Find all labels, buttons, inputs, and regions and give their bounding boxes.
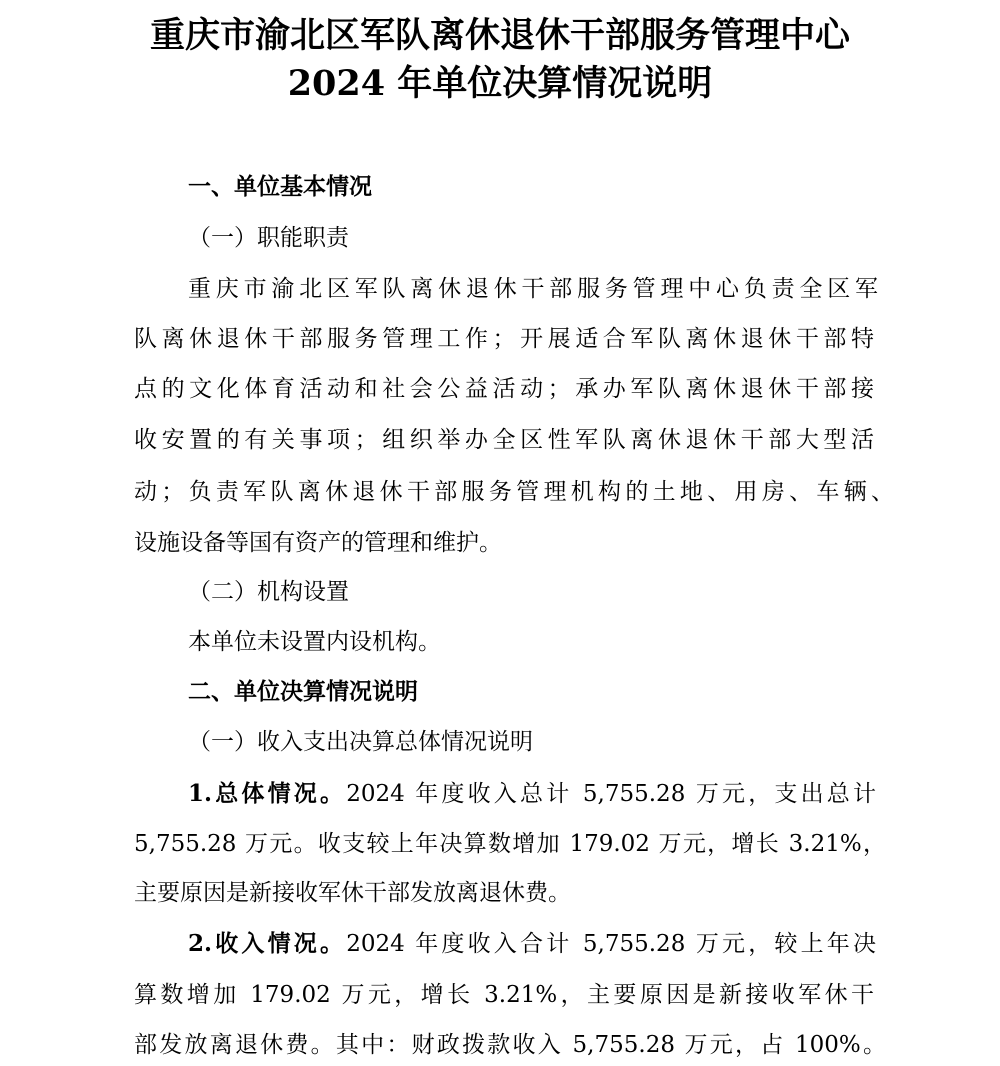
section-1-heading: 一、单位基本情况 <box>188 173 372 200</box>
paragraph-line: 收安置的有关事项；组织举办全区性军队离休退休干部大型活 <box>134 427 874 453</box>
paragraph-lead-label: 1.总体情况。 <box>188 780 347 807</box>
document-title-line-1: 重庆市渝北区军队离休退休干部服务管理中心 <box>149 15 850 56</box>
section-1-sub-1-heading: （一）职能职责 <box>188 225 349 251</box>
paragraph-line: 算数增加 179.02 万元，增长 3.21%，主要原因是新接收军休干 <box>134 982 874 1008</box>
paragraph-line: 重庆市渝北区军队离休退休干部服务管理中心负责全区军 <box>188 276 878 302</box>
section-1-sub-2-heading: （二）机构设置 <box>188 579 349 605</box>
paragraph-line: 点的文化体育活动和社会公益活动；承办军队离休退休干部接 <box>134 376 874 402</box>
paragraph-line: 设施设备等国有资产的管理和维护。 <box>134 530 502 556</box>
paragraph-text: 2024 年度收入总计 5,755.28 万元，支出总计 <box>346 781 876 807</box>
paragraph-text: 2024 年度收入合计 5,755.28 万元，较上年决 <box>346 931 876 957</box>
document-title-line-2: 2024 年单位决算情况说明 <box>287 63 713 104</box>
paragraph-line: 动；负责军队离休退休干部服务管理机构的土地、用房、车辆、 <box>134 479 894 505</box>
section-2-heading: 二、单位决算情况说明 <box>188 678 418 705</box>
paragraph-line: 本单位未设置内设机构。 <box>188 629 441 655</box>
paragraph-line: 部发放离退休费。其中：财政拨款收入 5,755.28 万元，占 100%。 <box>134 1032 886 1058</box>
paragraph-line <box>188 929 876 959</box>
paragraph-line: 主要原因是新接收军休干部发放离退休费。 <box>134 880 571 906</box>
paragraph-line <box>188 779 876 809</box>
paragraph-line: 5,755.28 万元。收支较上年决算数增加 179.02 万元，增长 3.21%， <box>134 831 886 857</box>
section-2-sub-1-heading: （一）收入支出决算总体情况说明 <box>188 729 533 755</box>
paragraph-line: 队离休退休干部服务管理工作；开展适合军队离休退休干部特 <box>134 326 874 352</box>
paragraph-lead-label: 2.收入情况。 <box>188 930 347 957</box>
